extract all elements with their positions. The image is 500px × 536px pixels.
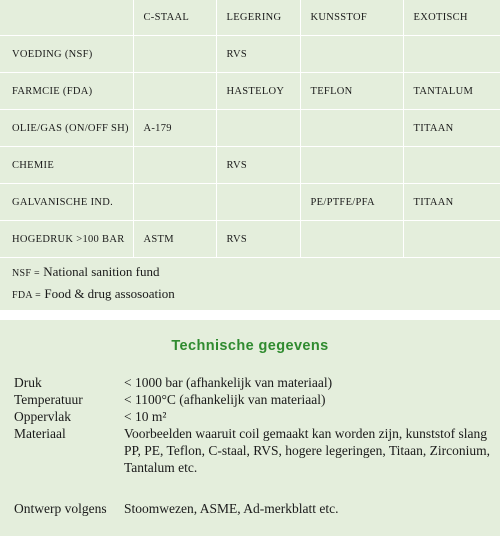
table-cell bbox=[216, 184, 300, 221]
table-cell: TEFLON bbox=[300, 73, 403, 110]
header-legering: LEGERING bbox=[216, 0, 300, 36]
row-label: FARMCIE (FDA) bbox=[0, 73, 133, 110]
spec-value: < 1100°C (afhankelijk van materiaal) bbox=[124, 392, 326, 407]
table-cell bbox=[133, 147, 216, 184]
materials-table bbox=[0, 0, 500, 258]
table-row bbox=[0, 221, 500, 258]
note-fda bbox=[12, 284, 175, 306]
table-cell bbox=[300, 147, 403, 184]
table-cell bbox=[300, 36, 403, 73]
note-nsf bbox=[12, 262, 175, 284]
note-text: National sanition fund bbox=[39, 264, 160, 279]
table-cell: ASTM bbox=[133, 221, 216, 258]
spec-label: Ontwerp volgens bbox=[14, 501, 107, 516]
table-cell bbox=[133, 184, 216, 221]
table-cell bbox=[403, 147, 500, 184]
table-cell bbox=[300, 110, 403, 147]
note-abbr: NSF = bbox=[12, 268, 40, 279]
table-row bbox=[0, 147, 500, 184]
spec-value: < 1000 bar (afhankelijk van materiaal) bbox=[124, 375, 333, 390]
spec-label: Oppervlak bbox=[14, 409, 71, 424]
spec-value: Voorbeelden waaruit coil gemaakt kan worden zijn, kunststof slang PP, PE, Teflon, C-staal, RVS, hogere legeringen, Titaan, Zirconium, Tantalum etc. bbox=[124, 426, 490, 475]
header-c-staal: C-STAAL bbox=[133, 0, 216, 36]
table-cell: RVS bbox=[216, 147, 300, 184]
table-cell: TITAAN bbox=[403, 110, 500, 147]
header-kunsstof: KUNSSTOF bbox=[300, 0, 403, 36]
technical-title: Technische gegevens bbox=[171, 338, 329, 354]
row-label: GALVANISCHE IND. bbox=[0, 184, 133, 221]
spec-label: Materiaal bbox=[14, 426, 66, 441]
spec-value: < 10 m² bbox=[124, 409, 167, 424]
table-cell bbox=[216, 110, 300, 147]
row-label: CHEMIE bbox=[0, 147, 133, 184]
table-cell bbox=[133, 36, 216, 73]
table-cell bbox=[133, 73, 216, 110]
row-label: HOGEDRUK >100 BAR bbox=[0, 221, 133, 258]
spec-label: Temperatuur bbox=[14, 392, 83, 407]
table-cell: TITAAN bbox=[403, 184, 500, 221]
table-cell: A-179 bbox=[133, 110, 216, 147]
table-cell bbox=[300, 221, 403, 258]
note-text: Food & drug assosoation bbox=[41, 286, 175, 301]
table-cell bbox=[403, 221, 500, 258]
abbreviation-notes bbox=[12, 262, 175, 306]
spec-value: Stoomwezen, ASME, Ad-merkblatt etc. bbox=[124, 501, 339, 516]
table-cell: RVS bbox=[216, 36, 300, 73]
note-abbr: FDA = bbox=[12, 290, 42, 301]
spec-label: Druk bbox=[14, 375, 42, 390]
table-row bbox=[0, 110, 500, 147]
table-row bbox=[0, 73, 500, 110]
row-label: VOEDING (NSF) bbox=[0, 36, 133, 73]
table-cell: PE/PTFE/PFA bbox=[300, 184, 403, 221]
header-exotisch: EXOTISCH bbox=[403, 0, 500, 36]
table-row bbox=[0, 36, 500, 73]
table-cell: RVS bbox=[216, 221, 300, 258]
table-cell: TANTALUM bbox=[403, 73, 500, 110]
table-header-row bbox=[0, 0, 500, 36]
table-cell: HASTELOY bbox=[216, 73, 300, 110]
table-cell bbox=[403, 36, 500, 73]
table-row bbox=[0, 184, 500, 221]
row-label: OLIE/GAS (ON/OFF SH) bbox=[0, 110, 133, 147]
technical-panel bbox=[0, 320, 500, 536]
table-header-corner bbox=[0, 0, 133, 36]
